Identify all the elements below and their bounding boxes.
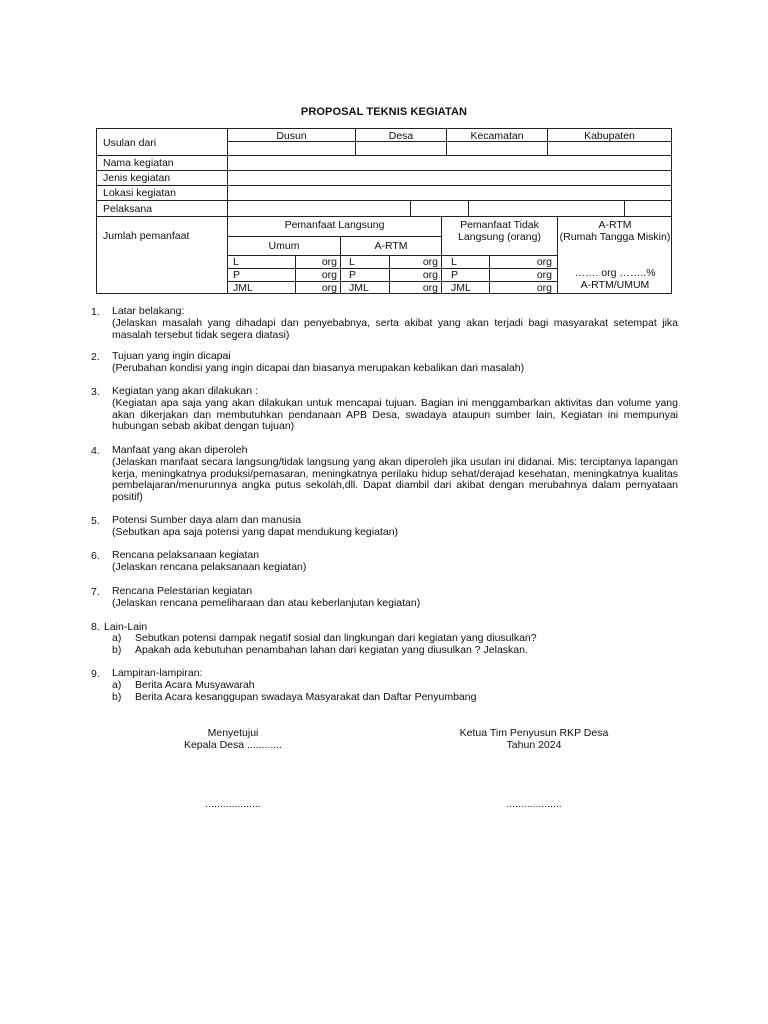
signature-right-year: Tahun 2024 [506,739,562,751]
section-heading: Latar belakang: [112,305,185,317]
artm-rtm-header-2: (Rumah Tangga Miskin) [559,231,671,243]
artm-percentage: ……. org ……..% [574,267,656,279]
level-desa: Desa [388,130,414,142]
table-row-line [96,216,672,217]
section-heading: Kegiatan yang akan dilakukan : [112,385,258,397]
section-description: (Jelaskan rencana pelaksanaan kegiatan) [112,560,307,573]
unit-org: org [536,282,552,294]
section-description: (Jelaskan manfaat secara langsung/tidak langsung yang akan diperoleh jika usulan ini didanai. Mis: terciptanya lapangan kerja, meningkatnya produksi/pemasaran, meningkatnya perilaku hidup sehat/derajad kesehatan, meningkatnya kualitas pembelajaran/menurunnya angka putus sekolah,dll. Dapat diambil dari akibat dengan merubahnya dalam pernyataan positif) [112,455,678,504]
signature-right-line: ................... [506,798,562,810]
pemanfaat-tidak-langsung-1: Pemanfaat Tidak [460,219,539,231]
gender-label-p: P [349,269,357,281]
unit-org: org [321,282,337,294]
unit-org: org [321,269,337,281]
sub-item [112,645,678,657]
section-heading: Rencana pelaksanaan kegiatan [112,549,260,561]
gender-label-jml: JML [451,282,471,294]
table-row-line [96,185,672,186]
row-label-lokasi-kegiatan: Lokasi kegiatan [103,187,176,199]
section-heading: Lampiran-lampiran: [112,667,203,679]
gender-label-p: P [233,269,241,281]
unit-org: org [321,256,337,268]
row-label-nama-kegiatan: Nama kegiatan [103,157,174,169]
unit-org: org [536,269,552,281]
section-description: (Kegiatan apa saja yang akan dilakukan untuk mencapai tujuan. Bagian ini menggambarkan aktivitas dan volume yang akan dikerjakan dan membutuhkan pendanaan APB Desa, swadaya ataupun sumber lain, Kegiatan ini mempunyai hubungan sebab akibat dengan tujuan) [112,396,678,433]
sub-text: Berita Acara Musyawarah [135,678,255,691]
sub-marker: a) [112,632,122,644]
jumlah-pemanfaat-label: Jumlah pemanfaat [103,230,190,242]
signature-left-line: ................... [205,798,261,810]
document-title: PROPOSAL TEKNIS KEGIATAN [300,106,468,118]
sub-item [112,692,678,704]
level-dusun: Dusun [276,130,307,142]
table-row-line [96,200,672,201]
table-line [410,200,411,217]
unit-org: org [536,256,552,268]
section-number: 4. [91,445,100,457]
signature-right-title: Ketua Tim Penyusun RKP Desa [459,727,609,739]
artm-rtm-header-1: A-RTM [598,219,632,231]
section-description: (Sebutkan apa saja potensi yang dapat mendukung kegiatan) [112,525,399,538]
umum-header: Umum [268,240,300,252]
sub-text: Sebutkan potensi dampak negatif sosial dan lingkungan dari kegiatan yang diusulkan? [135,632,537,644]
section-heading: Tujuan yang ingin dicapai [112,350,231,362]
section-description: (Jelaskan masalah yang dihadapi dan penyebabnya, serta akibat yang akan terjadi bagi masyarakat setempat jika masalah tersebut tidak segera diatasi) [112,316,678,341]
signature-right [414,727,654,751]
artm-header: A-RTM [374,240,408,252]
section-number: 1. [91,306,100,318]
artm-umum-label: A-RTM/UMUM [580,279,650,291]
unit-org: org [422,282,438,294]
unit-org: org [422,256,438,268]
gender-label-l: L [233,256,239,268]
table-line [227,236,441,237]
section-number: 7. [91,586,100,598]
section-number: 9. [91,668,100,680]
table-line [624,200,625,217]
table-line [468,200,469,217]
section-number: 3. [91,386,100,398]
section-number: 5. [91,515,100,527]
section-heading: Lain-Lain [104,621,148,633]
pemanfaat-langsung-header: Pemanfaat Langsung [284,219,385,231]
section-number: 6. [91,550,100,562]
gender-label-jml: JML [233,282,253,294]
signature-left-role: Kepala Desa ............ [183,739,283,751]
table-border-top [96,128,672,129]
section-description: (Perubahan kondisi yang ingin dicapai dan biasanya merupakan kebalikan dari masalah) [112,361,525,374]
section-number: 2. [91,351,100,363]
sub-text: Berita Acara kesanggupan swadaya Masyarakat dan Daftar Penyumbang [135,690,477,703]
pemanfaat-tidak-langsung-2: Langsung (orang) [458,231,541,243]
table-border-bottom [96,293,672,294]
table-border-left [96,128,97,294]
table-row-line [96,155,672,156]
row-label-jenis-kegiatan: Jenis kegiatan [103,172,171,184]
gender-label-l: L [451,256,457,268]
section-description: (Jelaskan rencana pemeliharaan dan atau keberlanjutan kegiatan) [112,596,421,609]
table-label-divider [227,128,228,294]
level-kabupaten: Kabupaten [584,130,635,142]
sub-marker: b) [112,643,122,656]
signature-left-title: Menyetujui [207,727,259,739]
usulan-dari-label: Usulan dari [103,137,157,149]
section-heading: Rencana Pelestarian kegiatan [112,585,253,597]
level-kecamatan: Kecamatan [470,130,524,142]
gender-label-l: L [349,256,355,268]
sub-text: Apakah ada kebutuhan penambahan lahan dari kegiatan yang diusulkan ? Jelaskan. [135,643,528,656]
row-label-pelaksana: Pelaksana [103,203,153,215]
table-row-line [96,170,672,171]
section-heading: Potensi Sumber daya alam dan manusia [112,514,302,526]
sub-marker: b) [112,690,122,703]
section-number: 8. [91,621,100,633]
sub-marker: a) [112,678,122,691]
signature-left [133,727,333,751]
gender-label-p: P [451,269,459,281]
unit-org: org [422,269,438,281]
section-heading: Manfaat yang akan diperoleh [112,444,248,456]
gender-label-jml: JML [349,282,369,294]
